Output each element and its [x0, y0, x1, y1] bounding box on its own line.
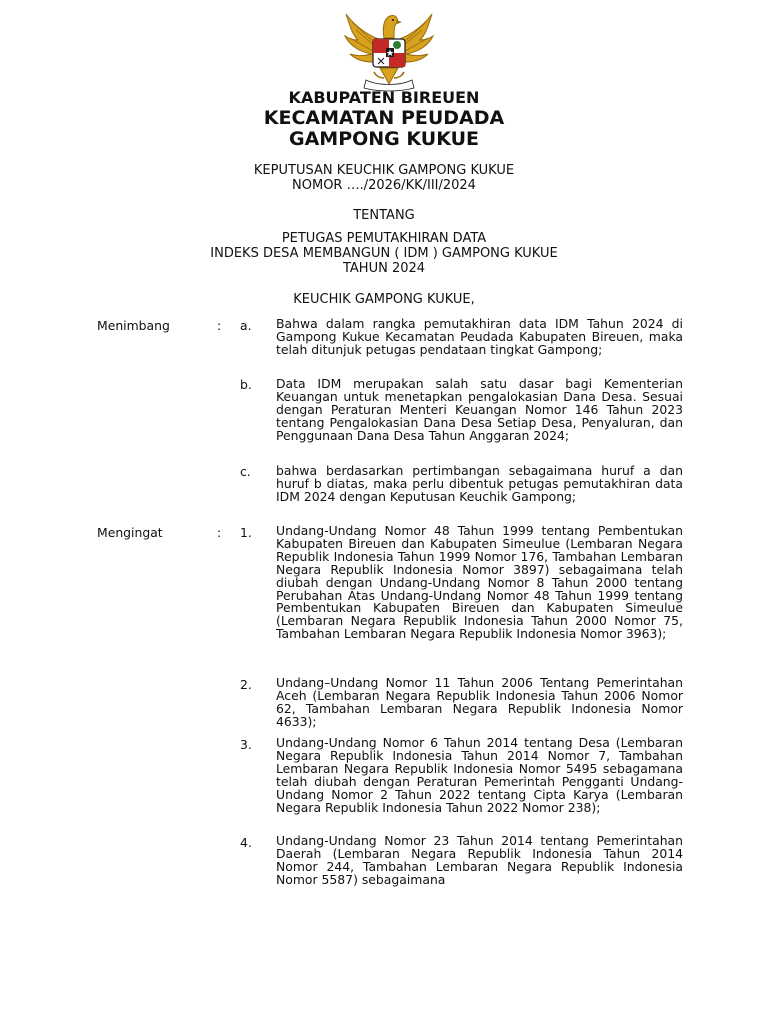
- menimbang-item-text: bahwa berdasarkan pertimbangan sebagaimana huruf a dan huruf b diatas, maka perlu dibentuk petugas pemutakhiran data IDM 2024 dengan Keputusan Keuchik Gampong;: [276, 463, 683, 504]
- mengingat-item-text: Undang-Undang Nomor 6 Tahun 2014 tentang Desa (Lembaran Negara Republik Indonesia Tahun 2014 Nomor 7, Tambahan Lembaran Negara Republik Indonesia Nomor 5495 sebagamana telah diubah dengan Peraturan Pemerintah Pengganti Undang-Undang Nomor 2 Tahun 2022 tentang Cipta Karya (Lembaran Negara Republik Indonesia Tahun 2022 Nomor 238);: [276, 735, 683, 815]
- mengingat-item-text: Undang–Undang Nomor 11 Tahun 2006 Tentang Pemerintahan Aceh (Lembaran Negara Republik Indonesia Tahun 2006 Nomor 62, Tambahan Lembaran Negara Republik Indonesia Nomor 4633);: [276, 675, 683, 729]
- mengingat-label: Mengingat: [97, 525, 163, 540]
- mengingat-item-text: Undang-Undang Nomor 23 Tahun 2014 tentang Pemerintahan Daerah (Lembaran Negara Republik Indonesia Tahun 2014 Nomor 244, Tambahan Lembaran Negara Republik Indonesia Nomor 5587) sebagaimana: [276, 833, 683, 887]
- subject-line-1: PETUGAS PEMUTAKHIRAN DATA: [281, 231, 487, 246]
- about-label: TENTANG: [353, 208, 415, 223]
- mengingat-item-marker: 2.: [240, 677, 252, 692]
- menimbang-item-marker: a.: [240, 318, 252, 333]
- mengingat-item-marker: 1.: [240, 525, 252, 540]
- menimbang-item-text: Bahwa dalam rangka pemutakhiran data IDM Tahun 2024 di Gampong Kukue Kecamatan Peudada Kabupaten Bireuen, maka telah ditunjuk petugas pendataan tingkat Gampong;: [276, 316, 683, 357]
- subject-line-2: INDEKS DESA MEMBANGUN ( IDM ) GAMPONG KUKUE: [210, 246, 558, 261]
- regency-heading: KABUPATEN BIREUEN: [288, 88, 480, 107]
- subject-line-3: TAHUN 2024: [342, 261, 426, 276]
- village-heading: GAMPONG KUKUE: [288, 128, 479, 150]
- district-heading: KECAMATAN PEUDADA: [263, 107, 505, 129]
- issuer-title: KEUCHIK GAMPONG KUKUE,: [293, 292, 475, 307]
- menimbang-item-marker: b.: [240, 377, 252, 392]
- garuda-emblem-icon: [342, 8, 436, 92]
- menimbang-item-text: Data IDM merupakan salah satu dasar bagi Kementerian Keuangan untuk menetapkan pengalokasian Dana Desa. Sesuai dengan Peraturan Menteri Keuangan Nomor 146 Tahun 2023 tentang Pengalokasian Dana Desa Setiap Desa, Penyaluran, dan Penggunaan Dana Desa Tahun Anggaran 2024;: [276, 376, 683, 443]
- decree-number: NOMOR …./2026/KK/III/2024: [292, 178, 476, 193]
- decree-title: KEPUTUSAN KEUCHIK GAMPONG KUKUE: [253, 163, 515, 178]
- mengingat-item-text: Undang-Undang Nomor 48 Tahun 1999 tentang Pembentukan Kabupaten Bireuen dan Kabupaten Simeulue (Lembaran Negara Republik Indonesia Tahun 1999 Nomor 176, Tambahan Lembaran Negara Republik Indonesia Nomor 3897) sebagaimana telah diubah dengan Undang-Undang Nomor 8 Tahun 2000 tentang Perubahan Atas Undang-Undang Nomor 48 Tahun 1999 tentang Pembentukan Kabupaten Bireuen dan Kabupaten Simeulue (Lembaran Negara Republik Indonesia Tahun 2000 Nomor 75, Tambahan Lembaran Negara Republik Indonesia Nomor 3963);: [276, 523, 683, 642]
- menimbang-item-marker: c.: [240, 464, 251, 479]
- mengingat-colon: :: [217, 525, 222, 540]
- menimbang-label: Menimbang: [97, 318, 170, 333]
- menimbang-colon: :: [217, 318, 222, 333]
- mengingat-item-marker: 3.: [240, 737, 252, 752]
- mengingat-item-marker: 4.: [240, 835, 252, 850]
